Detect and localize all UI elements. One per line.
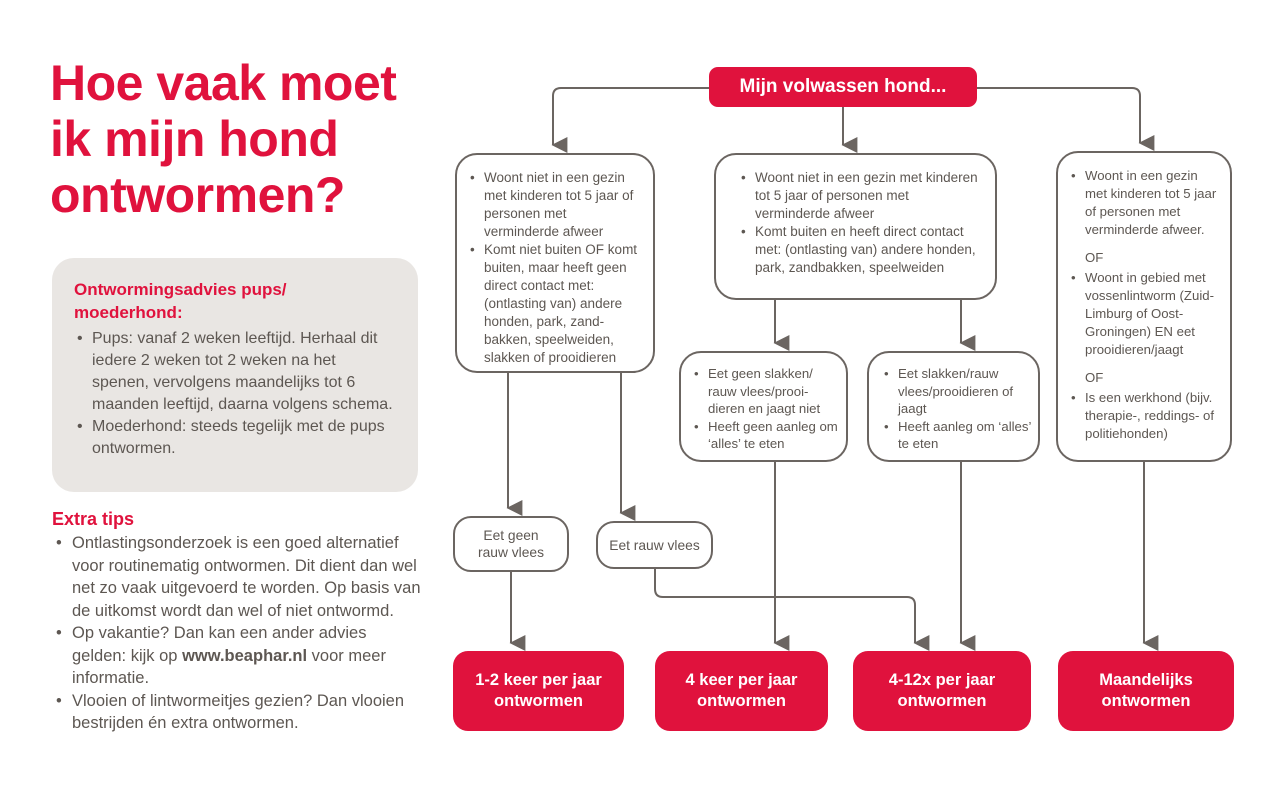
arrow-root-to-right-condition [977, 88, 1140, 143]
diet-bullet: • Heeft aanleg om ‘alles’ te eten [883, 418, 1032, 453]
result-box-monthly [1058, 651, 1234, 731]
result-line: 4-12x per jaar [888, 671, 996, 689]
result-line: ontwormen [1101, 692, 1191, 710]
tip-item [52, 690, 422, 735]
condition-bullet: • Woont in gebied met vossenlintworm (Zuid-Limburg of Oost-Groningen) EN eet prooidieren/​jaagt [1070, 269, 1222, 359]
result-line: ontwormen [897, 692, 987, 710]
page-title-line: Hoe vaak moet [50, 55, 397, 111]
puppy-advice-heading-line: Ontwormingsadvies pups/ [74, 280, 287, 299]
condition-bullet: • Woont niet in een gezin met kinderen tot 5 jaar of personen met verminderde afweer [469, 169, 643, 241]
result-box-4-12x-per-year [853, 651, 1031, 731]
tip-text: Op vakantie? Dan kan een ander advies gelden: kijk op [72, 624, 367, 665]
arrow-raw-meat-to-result-3 [655, 569, 915, 643]
result-box-4x-per-year [655, 651, 828, 731]
tip-text: voor meer informatie. [72, 646, 386, 687]
puppy-advice-panel [52, 258, 418, 492]
puppy-advice-bullet: • Pups: vanaf 2 weken leeftijd. Herhaal dit iedere 2 weken tot 2 weken na het spenen, vervolgens maandelijks tot 6 maanden leeftijd, daarna volgens schema. [74, 328, 396, 416]
diet-bullet: • Heeft geen aanleg om ‘alles’ te eten [693, 418, 840, 453]
page-title [50, 55, 470, 223]
diet-box-no-scavenging [679, 351, 848, 462]
result-line: Maandelijks [1099, 671, 1193, 689]
tip-item [52, 622, 422, 690]
diet-bullet: • Eet slakken/​rauw vlees/​prooidieren of jaagt [883, 365, 1032, 418]
tip-text: Ontlastingsonderzoek is een goed alternatief voor routinematig ontwormen. Dit dient dan wel net zo vaak uitgevoerd te worden. Op basis van de uitkomst wordt dan wel of niet ontwormd. [72, 534, 421, 620]
condition-box-outdoor-contact [714, 153, 997, 300]
condition-bullet: • Komt niet buiten OF komt buiten, maar heeft geen direct contact met: (ontlasting van) andere honden, park, zand-bakken, speelweiden, slakken of prooidieren [469, 241, 643, 367]
result-box-1-2x-per-year [453, 651, 624, 731]
condition-box-indoor-low-risk [455, 153, 655, 373]
result-line: 4 keer per jaar [685, 671, 798, 689]
root-node-adult-dog: Mijn volwassen hond... [709, 67, 977, 107]
page-title-line: ik mijn hond [50, 111, 339, 167]
puppy-advice-list [74, 328, 396, 460]
tip-text: Vlooien of lintwormeitjes gezien? Dan vlooien bestrijden én extra ontwormen. [72, 691, 405, 732]
node-no-raw-meat: Eet geen rauw vlees [453, 516, 569, 572]
website-link-text: www.beaphar.nl [182, 646, 308, 665]
extra-tips-list [52, 532, 422, 735]
or-separator: OF [1085, 250, 1104, 265]
result-line: ontwormen [697, 692, 786, 710]
condition-bullet: • Woont in een gezin met kinderen tot 5 jaar of personen met verminderde afweer. [1070, 167, 1222, 239]
arrow-root-to-left-condition [553, 88, 709, 145]
condition-box-high-risk [1056, 151, 1232, 462]
result-line: 1-2 keer per jaar [475, 671, 602, 689]
diet-box-scavenging [867, 351, 1040, 462]
condition-bullet: • Komt buiten en heeft direct contact met: (ontlasting van) andere honden, park, zandbakken, speelweiden [740, 223, 985, 277]
or-separator: OF [1085, 370, 1104, 385]
extra-tips-heading: Extra tips [52, 509, 135, 529]
tip-item [52, 532, 422, 622]
diet-bullet: • Eet geen slakken/​rauw vlees/​prooi-dieren en jaagt niet [693, 365, 840, 418]
puppy-advice-heading-line: moederhond: [74, 303, 183, 322]
result-line: ontwormen [494, 692, 583, 710]
condition-bullet: • Woont niet in een gezin met kinderen tot 5 jaar of personen met verminderde afweer [740, 169, 985, 223]
node-raw-meat: Eet rauw vlees [596, 521, 713, 569]
puppy-advice-heading [74, 278, 396, 324]
puppy-advice-bullet: • Moederhond: steeds tegelijk met de pups ontwormen. [74, 416, 396, 460]
condition-bullet: • Is een werkhond (bijv. therapie-, reddings- of politiehonden) [1070, 389, 1222, 443]
page-title-line: ontwormen? [50, 167, 345, 223]
